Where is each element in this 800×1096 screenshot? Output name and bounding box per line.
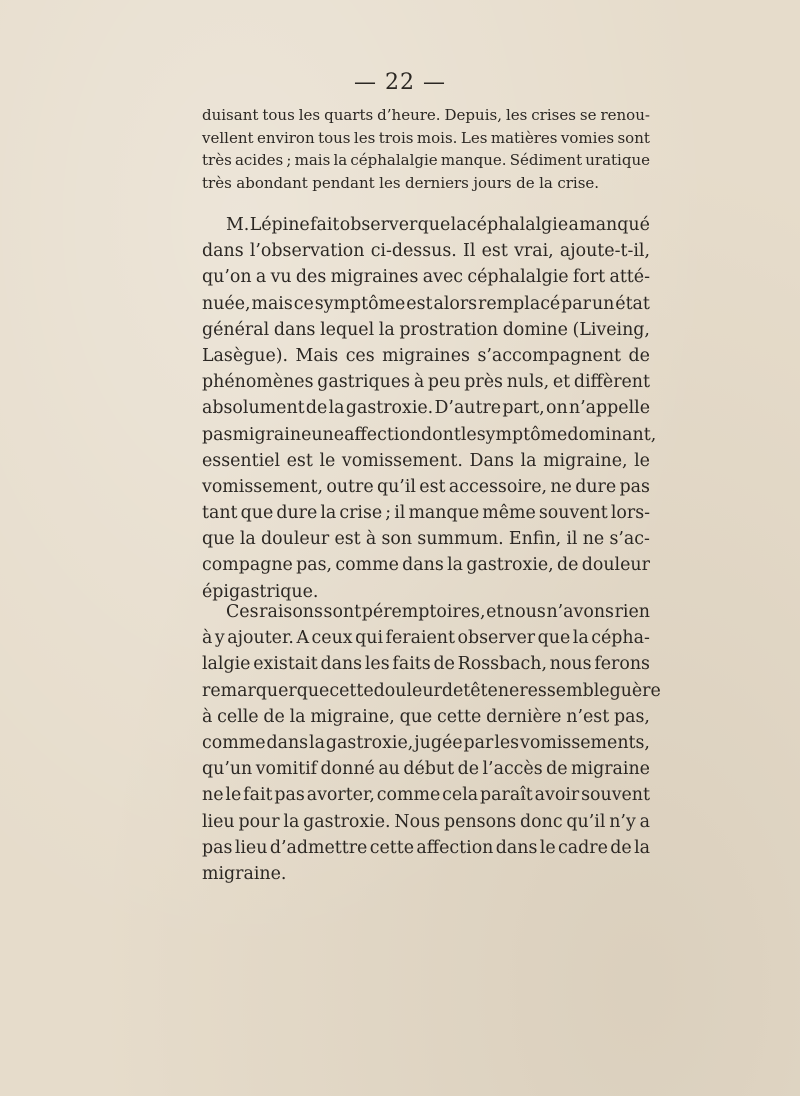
text-line: ne le fait pas avorter, comme cela paraît avoir souvent bbox=[202, 785, 650, 806]
text-line: à celle de la migraine, que cette dernière n’est pas, bbox=[202, 706, 650, 727]
paragraph-intro bbox=[202, 104, 650, 194]
text-line: qu’on a vu des migraines avec céphalalgie fort atté- bbox=[202, 267, 650, 288]
text-line: compagne pas, comme dans la gastroxie, de douleur bbox=[202, 555, 650, 576]
text-line: à y ajouter. A ceux qui feraient observer que la cépha- bbox=[202, 628, 650, 649]
text-line: comme dans la gastroxie, jugée par les vomissements, bbox=[202, 732, 650, 753]
text-line: qu’un vomitif donné au début de l’accès de migraine bbox=[202, 759, 650, 780]
text-line: Ces raisons sont péremptoires, et nous n’avons rien bbox=[226, 602, 650, 622]
text-line: pas migraine une affection dont le symptôme dominant, bbox=[202, 424, 657, 445]
text-line: dans l’observation ci-dessus. Il est vrai, ajoute-t-il, bbox=[202, 241, 650, 262]
text-line: lieu pour la gastroxie. Nous pensons donc qu’il n’y a bbox=[202, 811, 650, 832]
text-line: vellent environ tous les trois mois. Les matières vomies sont bbox=[202, 128, 650, 147]
text-line: absolument de la gastroxie. D’autre part, on n’appelle bbox=[202, 398, 650, 419]
text-line: remarquer que cette douleur de tête ne ressemble guère bbox=[202, 680, 661, 701]
paragraph-raisons bbox=[202, 599, 661, 887]
text-line: très acides ; mais la céphalalgie manque. Sédiment uratique bbox=[202, 151, 650, 169]
text-line: M. Lépine fait observer que la céphalalgie a manqué bbox=[226, 215, 650, 235]
text-line: très abondant pendant les derniers jours de la crise. bbox=[202, 173, 600, 192]
text-line: épigastrique. bbox=[202, 581, 319, 602]
text-line: phénomènes gastriques à peu près nuls, et diffèrent bbox=[202, 372, 650, 393]
text-line: général dans lequel la prostration domine (Liveing, bbox=[202, 319, 650, 340]
text-line: pas lieu d’admettre cette affection dans le cadre de la bbox=[202, 837, 650, 858]
text-line: lalgie existait dans les faits de Rossbach, nous ferons bbox=[202, 654, 650, 675]
paragraph-lepine bbox=[202, 212, 657, 605]
text-line: nuée, mais ce symptôme est alors remplacé par un état bbox=[202, 293, 650, 314]
text-line: vomissement, outre qu’il est accessoire, ne dure pas bbox=[202, 476, 650, 497]
text-line: que la douleur est à son summum. Enfin, il ne s’ac- bbox=[202, 529, 650, 550]
text-line: Lasègue). Mais ces migraines s’accompagnent de bbox=[202, 345, 650, 366]
page-number: — 22 — bbox=[354, 70, 446, 95]
text-line: tant que dure la crise ; il manque même souvent lors- bbox=[202, 503, 650, 524]
text-line: essentiel est le vomissement. Dans la migraine, le bbox=[202, 450, 650, 471]
text-line: duisant tous les quarts d’heure. Depuis, les crises se renou- bbox=[202, 106, 650, 124]
text-line: migraine. bbox=[202, 863, 287, 884]
